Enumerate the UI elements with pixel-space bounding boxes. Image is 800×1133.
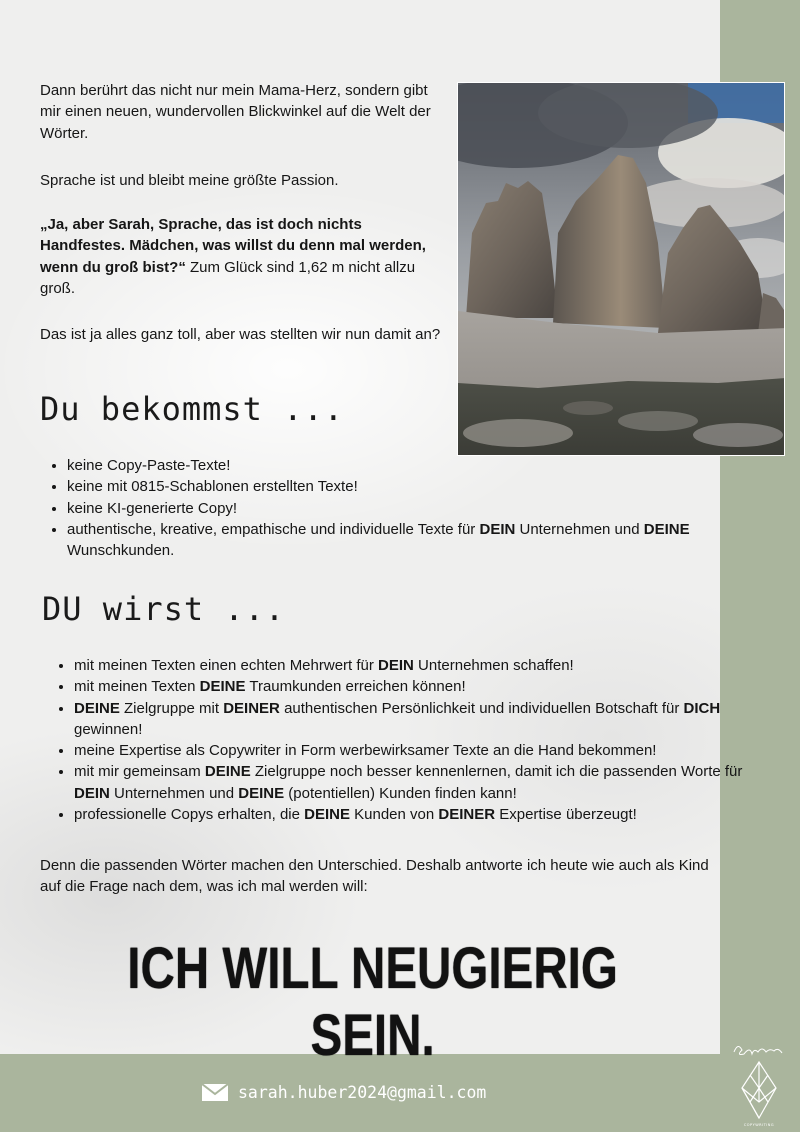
benefit-item [67,476,727,497]
item-text: Kunden von [349,806,439,824]
item-text: mit meinen Texten [74,678,200,696]
svg-text:COPYWRITING: COPYWRITING [743,1123,775,1127]
emphasis-text: DEIN [74,784,110,802]
outcome-item [74,740,744,761]
item-text: Unternehmen und [109,784,239,802]
email-contact[interactable] [202,1080,486,1104]
intro-paragraph-1: Dann berührt das nicht nur mein Mama-Herz, sondern gibt mir einen neuen, wundervollen Blickwinkel auf die Welt der Wörter. [40,82,431,142]
item-text: Unternehmen schaffen! [413,657,574,674]
emphasis-text: DICH [683,699,721,717]
envelope-icon [202,1082,228,1102]
slogan-headline: ICH WILL NEUGIERIG SEIN. [127,936,618,1068]
emphasis-text: DEIN [378,657,414,674]
emphasis-text: DEINE [204,763,251,781]
item-text: gewinnen! [74,720,143,738]
emphasis-text: DEINE [74,699,120,717]
item-text: meine Expertise als Copywriter in Form werbewirksamer Texte an die Hand bekommen! [74,742,657,760]
emphasis-text: DEIN [479,520,516,538]
benefit-item [67,519,727,562]
item-text: keine KI-generierte Copy! [67,499,238,517]
intro-paragraph-3 [40,214,450,299]
outcome-item [74,676,744,697]
item-text: Unternehmen und [515,520,644,538]
intro-paragraph-4: Das ist ja alles ganz toll, aber was stellten wir nun damit an? [40,326,441,343]
outcome-item [74,804,744,825]
mountain-photo [457,82,785,456]
quote-rest: Zum Glück sind 1,62 m nicht allzu groß. [40,258,416,297]
item-text: authentische, kreative, empathische und individuelle Texte für [67,520,480,538]
item-text: Zielgruppe mit [119,699,224,717]
emphasis-text: DEINE [643,520,690,538]
item-text: mit meinen Texten einen echten Mehrwert für [74,657,379,674]
benefit-item [67,498,727,519]
emphasis-text: DEINE [304,806,350,824]
emphasis-text: DEINE [238,784,285,802]
item-text: keine mit 0815-Schablonen erstellten Texte! [67,478,358,496]
benefits-list [41,455,727,561]
heading-du-bekommst: Du bekommst ... [40,390,344,428]
outcome-item [74,761,744,804]
email-address[interactable]: sarah.huber2024@gmail.com [238,1082,487,1102]
item-text: professionelle Copys erhalten, die [74,806,305,824]
item-text: (potentiellen) Kunden finden kann! [284,784,517,802]
emphasis-text: DEINER [438,806,496,824]
outcome-item [74,698,744,741]
emphasis-text: DEINE [199,678,246,696]
emphasis-text: DEINER [223,699,280,717]
intro-paragraph-2: Sprache ist und bleibt meine größte Passion. [40,172,339,189]
item-text: Traumkunden erreichen können! [245,678,466,696]
quote-bold: „Ja, aber Sarah, Sprache, das ist doch nichts Handfestes. Mädchen, was willst du denn mal werden, wenn du groß bist?“ [40,216,426,276]
item-text: Zielgruppe noch besser kennenlernen, damit ich die passenden Worte für [250,763,743,781]
item-text: Wunschkunden. [67,542,175,560]
outcomes-list [48,655,744,825]
closing-paragraph: Denn die passenden Wörter machen den Unterschied. Deshalb antworte ich heute wie auch als Kind auf die Frage nach dem, was ich mal werden will: [40,857,709,896]
item-text: Expertise überzeugt! [495,806,637,824]
outcome-item [74,655,744,676]
item-text: authentischen Persönlichkeit und individuellen Botschaft für [279,699,684,717]
benefit-item [67,455,727,476]
heading-du-wirst: DU wirst ... [42,590,286,628]
item-text: mit mir gemeinsam [74,763,205,781]
item-text: keine Copy-Paste-Texte! [67,457,231,474]
brand-logo [728,1036,790,1128]
